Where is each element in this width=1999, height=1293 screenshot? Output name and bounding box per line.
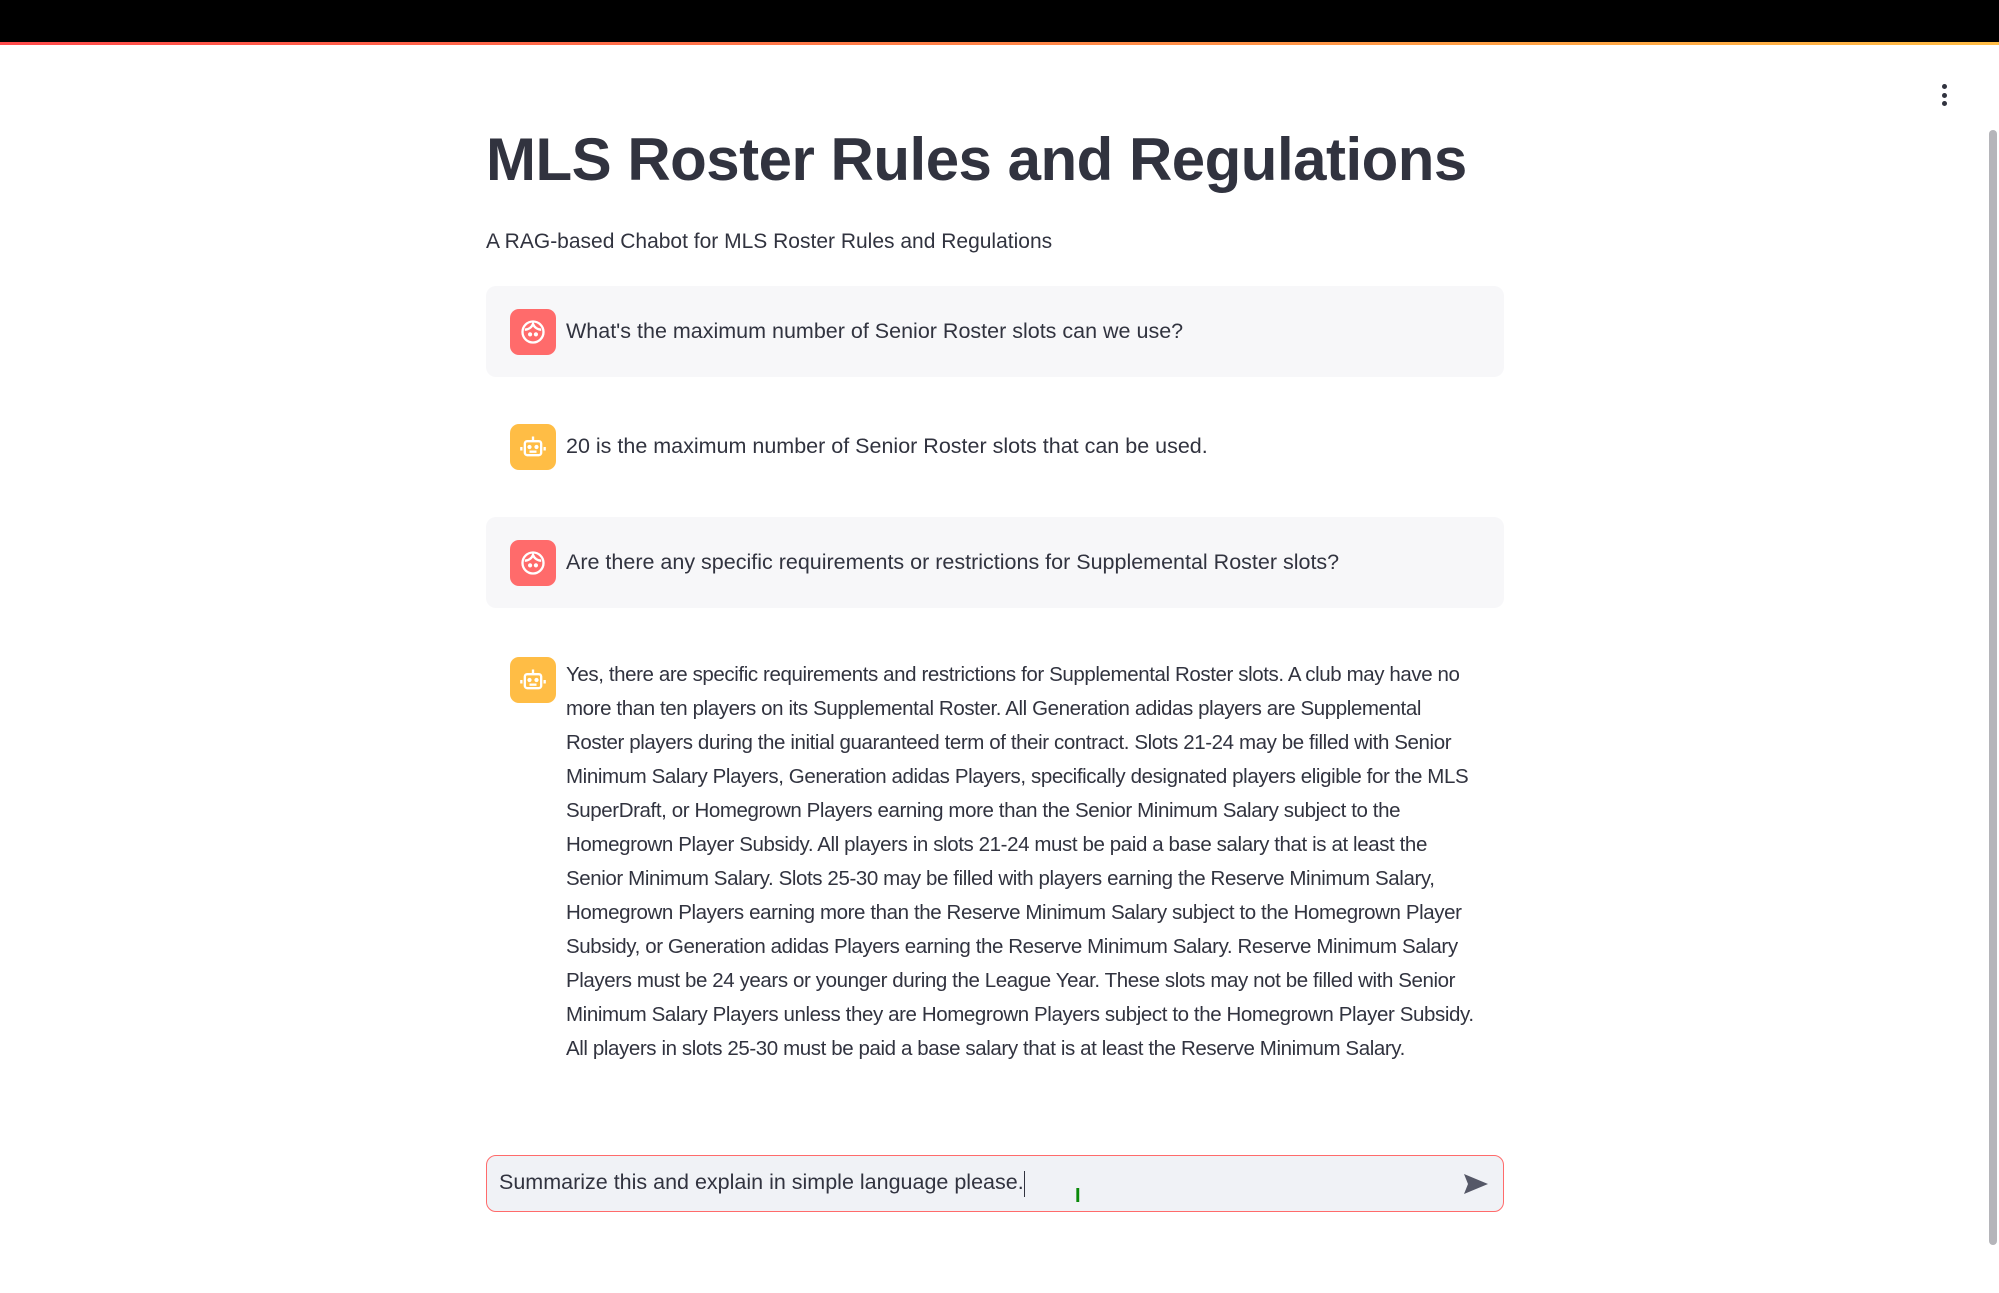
menu-dot-icon (1942, 93, 1947, 98)
message-text: What's the maximum number of Senior Roster slots can we use? (566, 319, 1184, 343)
page-title: MLS Roster Rules and Regulations (486, 126, 1467, 193)
message-text: 20 is the maximum number of Senior Roster slots that can be used. (566, 434, 1208, 458)
user-face-icon (510, 309, 556, 355)
mouse-cursor-ibeam-icon: I (1075, 1185, 1081, 1207)
message-text: Are there any specific requirements or restrictions for Supplemental Roster slots? (566, 550, 1340, 574)
main-menu-button[interactable] (1932, 82, 1956, 108)
send-button[interactable] (1461, 1169, 1491, 1199)
send-icon (1463, 1173, 1489, 1195)
message-text: Yes, there are specific requirements and restrictions for Supplemental Roster slots. A club may have no more than ten players on its Supplemental Roster. All Generation adidas players are Supplemental Roster players during the initial guaranteed term of their contract. Slots 21-24 may be filled with Senior Minimum Salary Players, Generation adidas Players, specifically designated players eligible for the MLS SuperDraft, or Homegrown Players earning more than the Senior Minimum Salary subject to the Homegrown Player Subsidy. All players in slots 21-24 must be paid a base salary that is at least the Senior Minimum Salary. Slots 25-30 may be filled with players earning the Reserve Minimum Salary, Homegrown Players earning more than the Reserve Minimum Salary subject to the Homegrown Player Subsidy, or Generation adidas Players earning the Reserve Minimum Salary. Reserve Minimum Salary Players must be 24 years or younger during the League Year. These slots may not be filled with Senior Minimum Salary Players unless they are Homegrown Players subject to the Homegrown Player Subsidy. All players in slots 25-30 must be paid a base salary that is at least the Reserve Minimum Salary. (566, 663, 1474, 1060)
chat-message-assistant (486, 401, 1504, 488)
chat-input-value[interactable]: Summarize this and explain in simple language please. (499, 1170, 1024, 1195)
robot-icon (510, 424, 556, 470)
menu-dot-icon (1942, 101, 1947, 106)
robot-icon (510, 657, 556, 703)
header-decoration-line (0, 42, 1999, 45)
chat-message-user (486, 517, 1504, 608)
page-subtitle: A RAG-based Chabot for MLS Roster Rules and Regulations (486, 230, 1053, 253)
chat-message-assistant (486, 634, 1504, 1076)
chat-message-user (486, 286, 1504, 377)
top-header-bar (0, 0, 1999, 42)
scrollbar[interactable] (1989, 130, 1997, 1245)
menu-dot-icon (1942, 84, 1947, 89)
text-caret (1024, 1171, 1025, 1197)
chat-input[interactable] (486, 1155, 1504, 1212)
user-face-icon (510, 540, 556, 586)
